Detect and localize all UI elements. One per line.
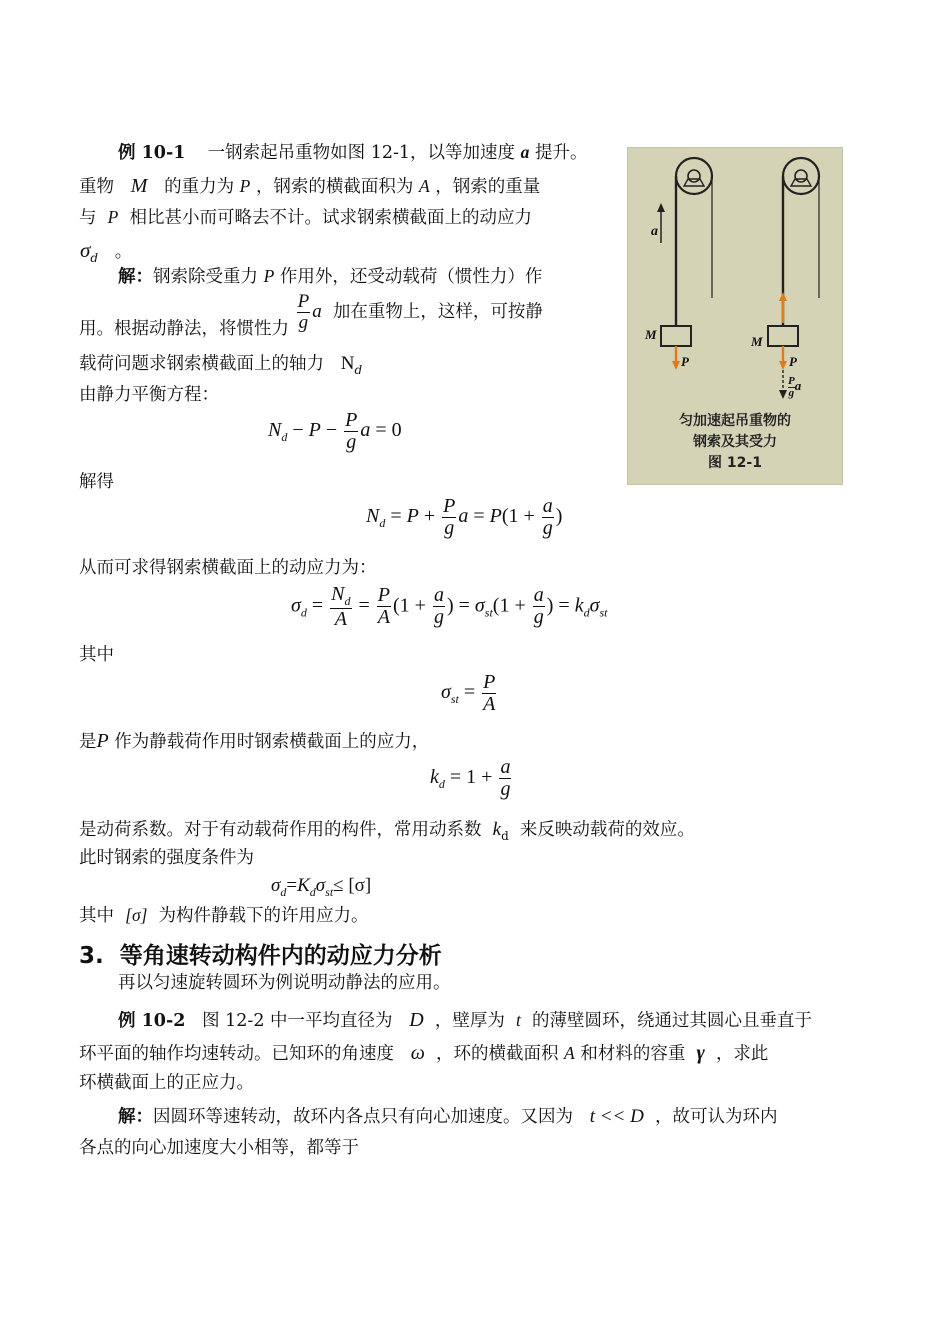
text: 解得: [79, 472, 114, 492]
text: 为构件静载下的许用应力。: [158, 906, 369, 926]
denominator: g: [444, 517, 455, 539]
solution-line-1: [118, 268, 542, 287]
denominator: g: [542, 517, 553, 539]
fraction-a-over-g: [433, 585, 445, 628]
text: 和材料的容重: [580, 1044, 686, 1064]
section-intro: [118, 975, 451, 993]
denominator: g: [298, 311, 309, 333]
text: ，钢索的横截面积为: [255, 177, 414, 197]
symbol-sigma: σ: [589, 594, 600, 617]
allowable-stress: [σ]: [125, 905, 148, 925]
solution-2-line-2: [79, 1140, 359, 1158]
figure-caption-line-3: 图 12-1: [708, 455, 762, 471]
symbol-N: N: [331, 583, 345, 605]
symbol-sigma: σ: [315, 875, 326, 896]
one: 1: [399, 594, 410, 617]
text: 与: [79, 208, 97, 228]
text: 再以匀速旋转圆环为例说明动静法的应用。: [118, 973, 451, 993]
section-number: 3.: [79, 943, 104, 969]
symbol-gamma: γ: [696, 1042, 705, 1064]
label-P: P: [681, 354, 689, 369]
symbol-A: A: [564, 1043, 575, 1063]
text: 加在重物上，这样，可按静: [332, 301, 543, 322]
text: 相比甚小而可略去不计。试求钢索横截面上的动应力: [129, 208, 532, 228]
equation-dynamic-factor: $k_d = 1$ + $\frac{a}{g}$: [430, 756, 511, 800]
example-10-1-line-1: [118, 144, 587, 163]
numerator: a: [533, 584, 544, 607]
equation-equilibrium: $N_d - P$ − $\frac{P}{g}$ a = 0: [268, 409, 402, 453]
subscript-d: d: [300, 605, 307, 620]
text: 图 12-2 中一平均直径为: [202, 1011, 393, 1031]
text: 用。根据动静法，将惯性力: [79, 318, 289, 339]
right-pulley-icon: [783, 158, 819, 194]
text: ，壁厚为: [434, 1011, 505, 1031]
subscript-st: st: [484, 605, 493, 620]
left-weight-block: [661, 326, 691, 346]
example-10-1-line-3: [79, 209, 532, 228]
denominator: A: [377, 606, 390, 629]
subscript-d: d: [501, 829, 509, 843]
section-heading: [79, 937, 442, 970]
text-strength-condition-intro: [79, 850, 254, 868]
text: ，钢索的重量: [435, 177, 541, 197]
numerator: a: [433, 584, 444, 607]
text: 。: [114, 242, 133, 262]
symbol-A: A: [419, 176, 430, 196]
figure-caption-line-2: 钢索及其受力: [693, 434, 777, 450]
symbol-t: t: [515, 1010, 521, 1030]
equation-axial-force: $N_d = P$ + $\frac{P}{g}$ a = P(1 + $\frac{a}{g}$ ): [366, 495, 563, 539]
denominator: g: [433, 606, 444, 629]
subscript-d: d: [90, 251, 99, 265]
figure-12-1: [627, 147, 843, 485]
symbol-P: P: [489, 505, 502, 528]
symbol-N: N: [340, 353, 355, 374]
solution-2-line-1: [118, 1107, 778, 1127]
text: 一钢索起吊重物如图 12-1，以等加速度: [207, 143, 516, 163]
symbol-k: k: [574, 594, 584, 617]
equation-static-stress: $\sigma_{st}$ = $\frac{P}{A}$: [441, 671, 496, 715]
symbol-sigma: σ: [441, 681, 451, 704]
section-title: 等角速转动构件内的动应力分析: [119, 943, 442, 969]
condition: t << D: [589, 1106, 644, 1127]
fraction-P-over-A: [377, 585, 391, 628]
solution-line-3: [79, 354, 362, 376]
symbol-sigma: σ: [291, 594, 301, 617]
fraction-a-over-g: [542, 496, 554, 539]
symbol-sigma: σ: [474, 594, 485, 617]
text-dynamic-factor-desc: [79, 820, 695, 842]
text: 从而可求得钢索横截面上的动应力为：: [79, 558, 377, 578]
numerator: a: [500, 756, 511, 778]
text-static-stress-desc: [79, 731, 429, 752]
text: 环平面的轴作均速转动。已知环的角速度: [79, 1044, 394, 1064]
numerator: P: [297, 291, 310, 312]
text: 的重力为: [164, 177, 235, 197]
solution-line-2: [79, 291, 543, 339]
symbol-P: P: [263, 266, 275, 286]
symbol-N: N: [366, 505, 380, 528]
subscript-d: d: [379, 516, 386, 531]
numerator: P: [443, 495, 456, 517]
text: 来反映动载荷的效应。: [519, 820, 695, 840]
symbol-P: P: [308, 419, 321, 442]
symbol-sigma: σ: [271, 875, 281, 896]
subscript-d: d: [280, 885, 287, 899]
symbol-M: M: [130, 175, 148, 197]
numerator: a: [542, 495, 553, 517]
text: ，故可认为环内: [655, 1107, 778, 1127]
text: 是: [79, 732, 97, 752]
symbol-N: N: [268, 419, 282, 442]
solution-line-4: [79, 387, 219, 405]
symbol-a: a: [312, 300, 322, 322]
text: 其中: [79, 645, 114, 665]
fraction-a-over-g: [499, 757, 511, 800]
denominator: g: [346, 431, 357, 453]
text: 此时钢索的强度条件为: [79, 848, 254, 868]
numerator: P: [483, 671, 496, 693]
denominator: A: [334, 607, 347, 630]
text: 载荷问题求钢索横截面上的轴力: [79, 354, 324, 374]
example-10-1-line-4: [80, 240, 132, 264]
one: 1: [508, 505, 519, 528]
symbol-P: P: [96, 730, 109, 752]
symbol-D: D: [409, 1009, 424, 1031]
text: 提升。: [534, 143, 588, 163]
text: ，求此: [715, 1044, 769, 1064]
example-10-1-line-2: [79, 176, 540, 197]
symbol-P: P: [406, 505, 419, 528]
symbol-P: P: [239, 176, 251, 196]
text: 的薄壁圆环，绕通过其圆心且垂直于: [532, 1011, 812, 1031]
text: 其中: [79, 906, 114, 926]
subscript-d: d: [281, 430, 288, 445]
subscript-d: d: [344, 594, 351, 608]
solution-label: 解：: [118, 1107, 153, 1127]
symbol-k: k: [430, 766, 439, 789]
example-label: 例 10-2: [118, 1011, 186, 1031]
symbol-K: K: [297, 875, 310, 896]
fraction-P-over-g: [344, 410, 358, 453]
text-allowable-stress: [79, 907, 369, 926]
numerator: P: [788, 375, 795, 387]
subscript-d: d: [309, 885, 316, 899]
text: 重物: [79, 177, 114, 197]
left-pulley-icon: [676, 158, 712, 194]
allowable-stress: [σ]: [348, 875, 372, 896]
one: 1: [466, 766, 477, 789]
subscript-d: d: [438, 777, 445, 792]
text: 因圆环等速转动，故环内各点只有向心加速度。又因为: [153, 1107, 573, 1127]
example-label: 例 10-1: [118, 143, 186, 163]
label-M: M: [645, 327, 657, 342]
solution-label: 解：: [118, 267, 153, 287]
text: 由静力平衡方程：: [79, 385, 219, 405]
text: 是动荷系数。对于有动载荷作用的构件，常用动系数: [79, 820, 482, 840]
numerator: P: [345, 409, 358, 431]
inertia-fraction: [297, 292, 311, 333]
label-P: P: [789, 354, 797, 369]
right-weight-block: [768, 326, 798, 346]
subscript-d: d: [583, 605, 590, 620]
fraction-Nd-over-A: [330, 584, 351, 630]
symbol-k: k: [492, 819, 502, 840]
one: 1: [499, 594, 510, 617]
symbol-a: a: [458, 505, 469, 528]
symbol-a: a: [520, 142, 530, 162]
fraction-P-over-A: [482, 672, 496, 715]
symbol-omega: ω: [410, 1042, 425, 1064]
text-jiede: [79, 474, 114, 492]
text: 各点的向心加速度大小相等，都等于: [79, 1138, 359, 1158]
denominator: A: [483, 693, 496, 715]
figure-caption-line-1: 匀加速起吊重物的: [679, 413, 791, 429]
equation-dynamic-stress: $\sigma_d$ = $\frac{N_d}{A}$ = $\frac{P}{A}$ (1 + $\frac{a}{g}$ ) = $\sigma_{st}(1$ + $\frac{a}{g}$ ) = $k_d\sigma_{st}$: [291, 583, 608, 630]
label-Pg-a: [788, 376, 801, 399]
symbol-sigma: σ: [80, 238, 91, 262]
equation-strength-condition: $\sigma_d=K_d\sigma_{st}\le [\sigma]$: [271, 875, 372, 899]
denominator: g: [500, 778, 511, 800]
denominator: g: [788, 387, 795, 399]
text: 作为静载荷作用时钢索横截面上的应力，: [114, 732, 430, 752]
numerator: P: [377, 584, 390, 607]
symbol-a: a: [794, 378, 802, 394]
denominator: g: [533, 606, 544, 629]
text: 钢索除受重力: [153, 267, 258, 287]
label-a: a: [651, 224, 658, 239]
text-dynamic-stress-intro: [79, 560, 377, 578]
text: 环横截面上的正应力。: [79, 1073, 254, 1093]
label-M: M: [751, 334, 763, 349]
subscript-st: st: [450, 692, 459, 707]
subscript-st: st: [599, 605, 608, 620]
fraction-P-over-g: [442, 496, 456, 539]
subscript-st: st: [325, 885, 334, 899]
text-qizhong: [79, 647, 114, 665]
text: ，环的横截面积: [435, 1044, 559, 1064]
example-10-2-line-2: [79, 1043, 768, 1064]
subscript-d: d: [354, 363, 363, 377]
symbol-P: P: [107, 207, 119, 227]
example-10-2-line-3: [79, 1075, 254, 1093]
symbol-a: a: [360, 419, 371, 442]
text: 作用外，还受动载荷（惯性力）作: [279, 267, 543, 287]
zero: 0: [391, 419, 402, 442]
fraction-a-over-g: [533, 585, 545, 628]
example-10-2-line-1: [118, 1010, 812, 1031]
